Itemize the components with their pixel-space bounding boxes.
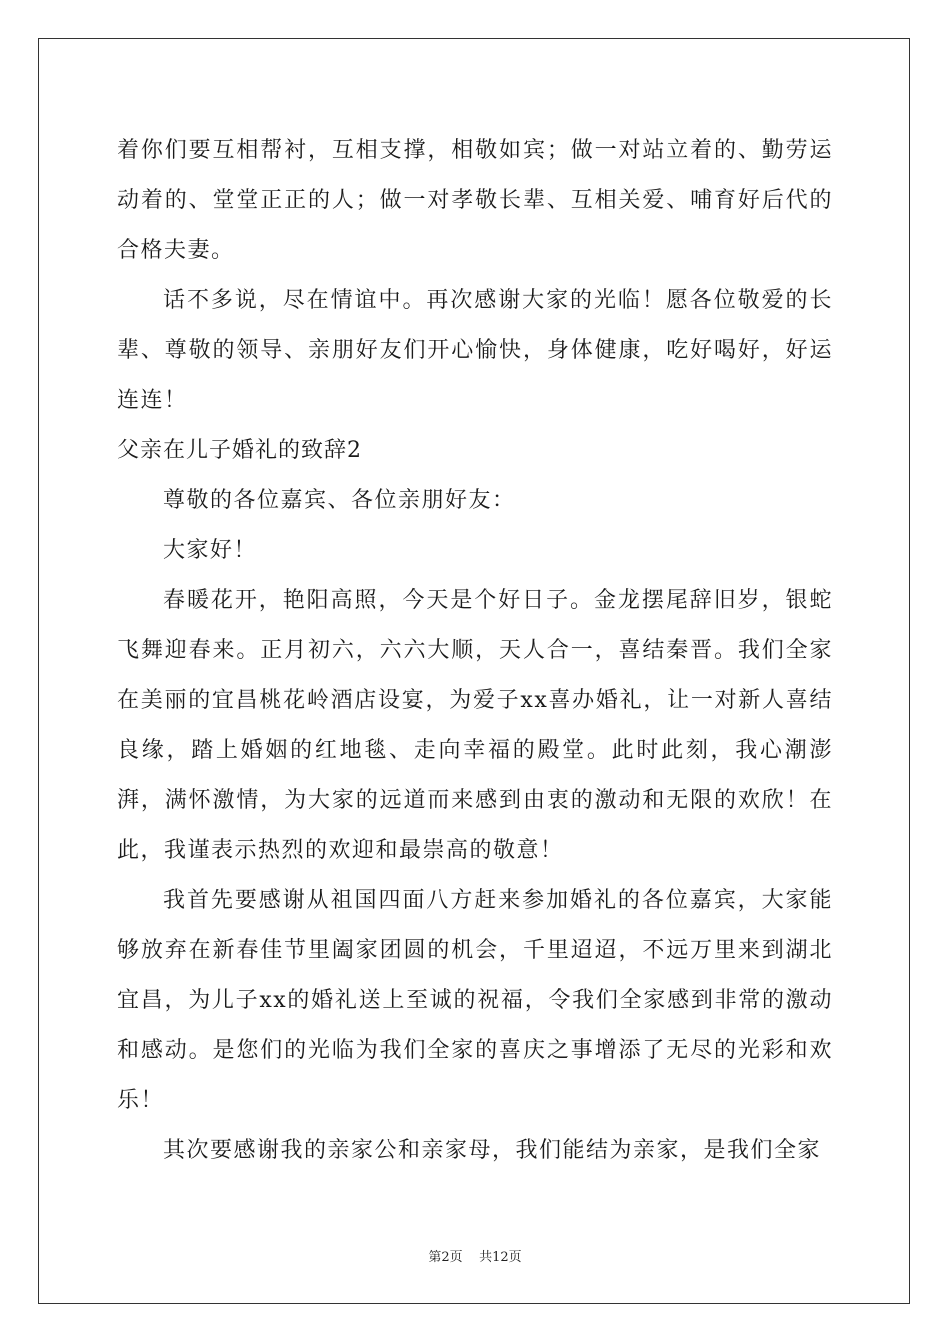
document-body	[117, 126, 833, 1176]
paragraph: 话不多说，尽在情谊中。再次感谢大家的光临！愿各位敬爱的长辈、尊敬的领导、亲朋好友们开心愉快，身体健康，吃好喝好，好运连连！	[117, 288, 833, 413]
paragraph-continued: 着你们要互相帮衬，互相支撑，相敬如宾；做一对站立着的、勤劳运动着的、堂堂正正的人；做一对孝敬长辈、互相关爱、哺育好后代的合格夫妻。	[117, 138, 833, 263]
page-number: 第2页	[428, 1250, 463, 1265]
section-heading: 父亲在儿子婚礼的致辞2	[117, 438, 362, 463]
paragraph-salutation: 尊敬的各位嘉宾、各位亲朋好友：	[163, 488, 516, 513]
paragraph: 春暖花开，艳阳高照，今天是个好日子。金龙摆尾辞旧岁，银蛇飞舞迎春来。正月初六，六六大顺，天人合一，喜结秦晋。我们全家在美丽的宜昌桃花岭酒店设宴，为爱子xx喜办婚礼，让一对新人喜结良缘，踏上婚姻的红地毯、走向幸福的殿堂。此时此刻，我心潮澎湃，满怀激情，为大家的远道而来感到由衷的激动和无限的欢欣！在此，我谨表示热烈的欢迎和最崇高的敬意！	[117, 588, 833, 863]
page-total: 共12页	[479, 1250, 522, 1265]
page-footer	[0, 1246, 950, 1265]
paragraph-greeting: 大家好！	[163, 538, 258, 563]
paragraph: 我首先要感谢从祖国四面八方赶来参加婚礼的各位嘉宾，大家能够放弃在新春佳节里阖家团圆的机会，千里迢迢，不远万里来到湖北宜昌，为儿子xx的婚礼送上至诚的祝福，令我们全家感到非常的激动和感动。是您们的光临为我们全家的喜庆之事增添了无尽的光彩和欢乐！	[117, 888, 833, 1113]
paragraph: 其次要感谢我的亲家公和亲家母，我们能结为亲家，是我们全家	[163, 1138, 822, 1163]
